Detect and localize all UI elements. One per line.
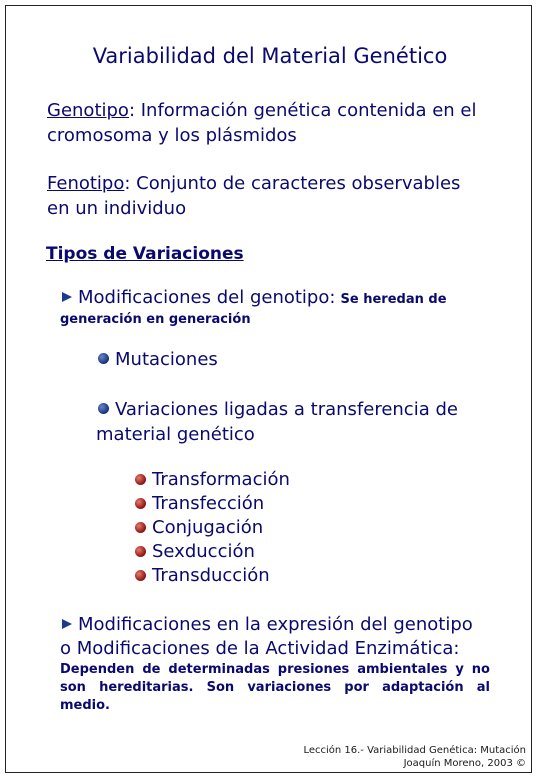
genotipo-text-line1: : Información genética contenida en el: [128, 100, 477, 121]
sub-item-label: Transducción: [152, 565, 270, 586]
blue-bullet-icon: [98, 403, 109, 414]
genotipo-term: Genotipo: [47, 100, 129, 121]
fenotipo-definition: [47, 171, 460, 221]
transferencia-line2: material genético: [96, 424, 255, 445]
bullet-transferencia: [98, 397, 458, 447]
fenotipo-term: Fenotipo: [47, 173, 125, 194]
fenotipo-text-line2: en un individuo: [47, 198, 187, 219]
mod-expresion-label: Modificaciones en la expresión del genotipo: [78, 614, 473, 635]
mod-genotipo-detail-line1: Se heredan de: [340, 292, 447, 307]
sub-item-label: Sexducción: [152, 541, 255, 562]
mod-genotipo-item: [62, 287, 447, 308]
mutaciones-label: Mutaciones: [115, 349, 218, 370]
genotipo-text-line2: cromosoma y los plásmidos: [47, 125, 297, 146]
sub-item: [135, 565, 270, 586]
mod-expresion-detail: Dependen de determinadas presiones ambientales y no son hereditarias. Son variaciones por adaptación al medio.: [60, 662, 490, 713]
section-heading: Tipos de Variaciones: [46, 244, 244, 264]
sub-item-label: Transfección: [152, 493, 265, 514]
sub-item: [135, 541, 255, 562]
mod-expresion-line1: [62, 614, 473, 635]
sub-item: [135, 469, 290, 490]
red-bullet-icon: [135, 546, 146, 557]
sub-item-label: Conjugación: [152, 517, 264, 538]
bullet-mutaciones: [98, 349, 218, 370]
footer-author: Joaquín Moreno, 2003 ©: [403, 758, 526, 769]
mod-genotipo-detail-line2: generación en generación: [60, 312, 251, 327]
sub-item: [135, 517, 263, 538]
sub-item-label: Transformación: [152, 469, 290, 490]
red-bullet-icon: [135, 522, 146, 533]
genotipo-definition: [47, 98, 477, 148]
mod-genotipo-label: Modificaciones del genotipo:: [78, 287, 336, 308]
page-title: Variabilidad del Material Genético: [92, 44, 448, 68]
fenotipo-text-line1: : Conjunto de caracteres observables: [124, 173, 461, 194]
red-bullet-icon: [135, 570, 146, 581]
footer-lesson: Lección 16.- Variabilidad Genética: Mutación: [303, 745, 526, 756]
sub-item: [135, 493, 264, 514]
blue-bullet-icon: [98, 353, 109, 364]
red-bullet-icon: [135, 474, 146, 485]
red-bullet-icon: [135, 498, 146, 509]
mod-expresion-line2: o Modificaciones de la Actividad Enzimática:: [60, 638, 460, 659]
transferencia-line1: Variaciones ligadas a transferencia de: [115, 399, 458, 420]
arrow-bullet-icon: [62, 292, 72, 302]
arrow-bullet-icon: [62, 619, 72, 629]
